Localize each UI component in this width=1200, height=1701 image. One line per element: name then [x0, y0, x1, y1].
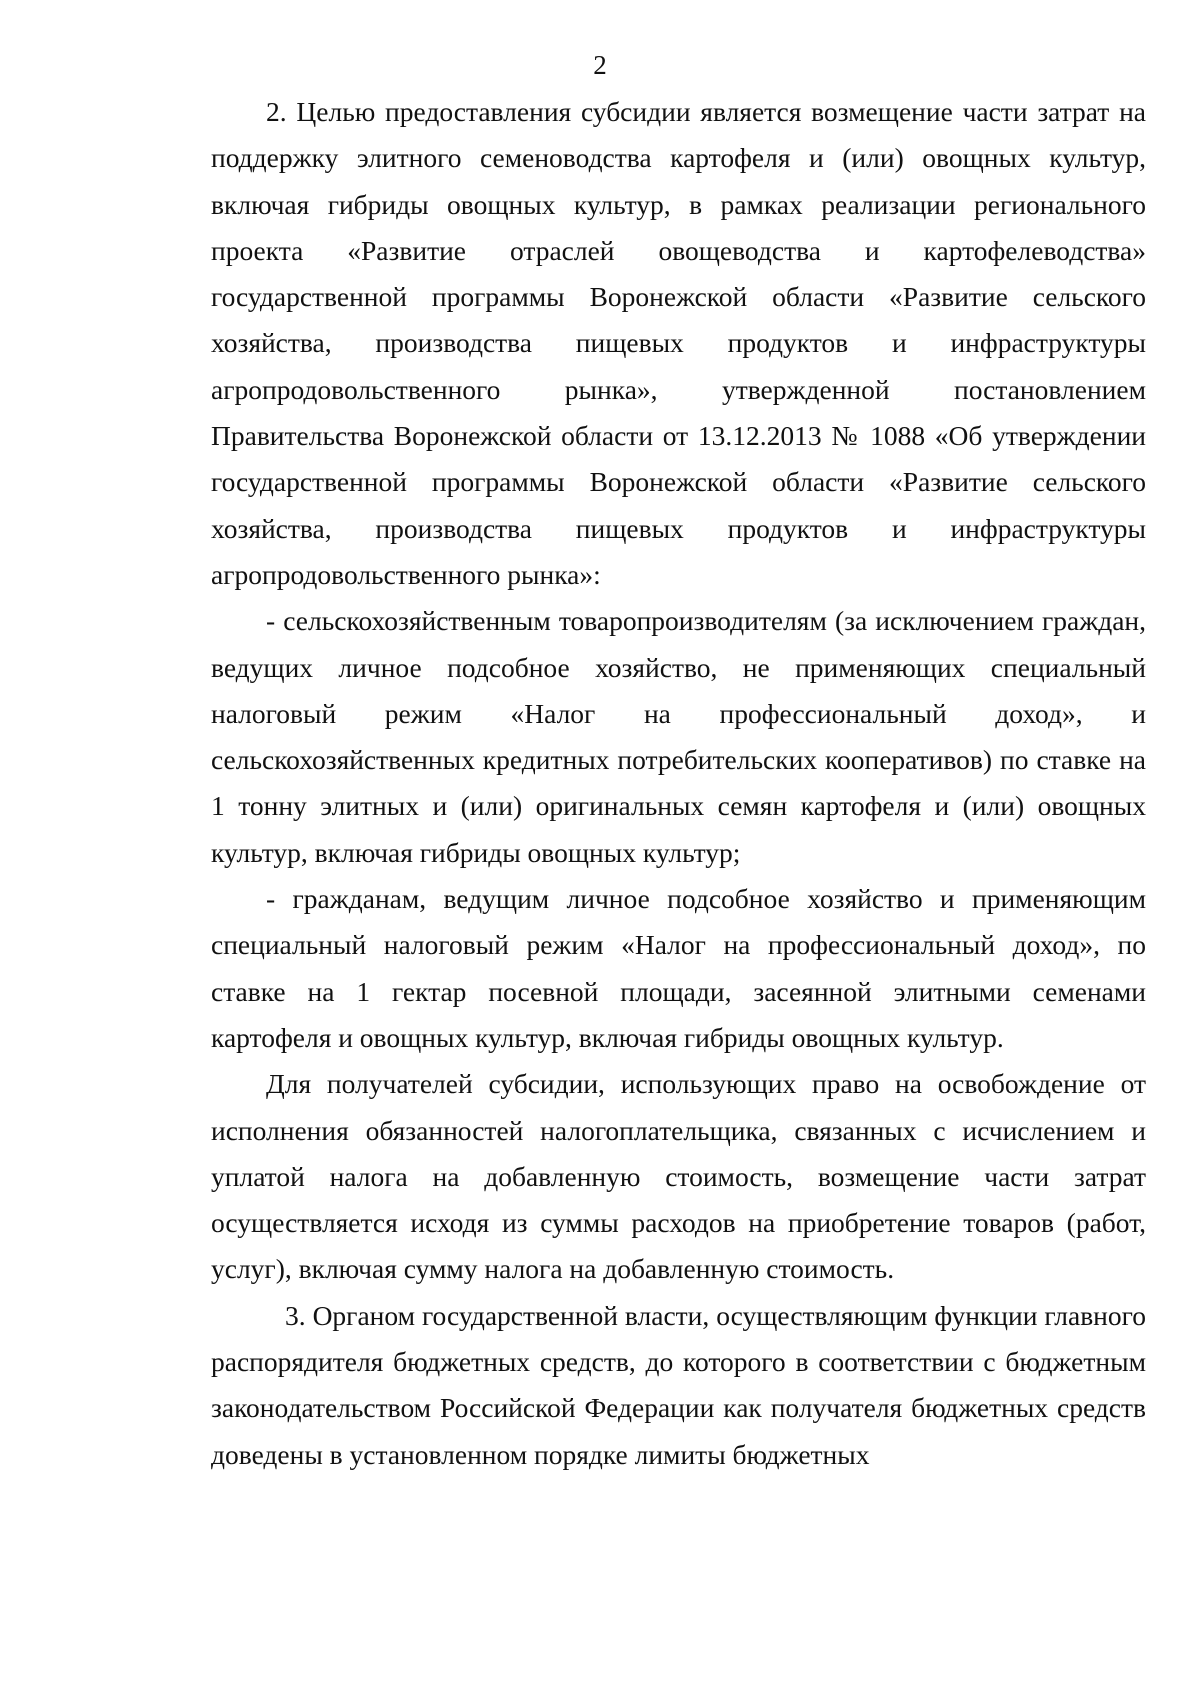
document-body — [211, 89, 1146, 1478]
paragraph-vat-exemption: Для получателей субсидии, использующих право на освобождение от исполнения обязанностей налогоплательщика, связанных с исчислением и уплатой налога на добавленную стоимость, возмещение части затрат осуществляется исходя из суммы расходов на приобретение товаров (работ, услуг), включая сумму налога на добавленную стоимость. — [211, 1068, 1146, 1285]
paragraph-subsidy-purpose: 2. Целью предоставления субсидии является возмещение части затрат на поддержку элитного семеноводства картофеля и (или) овощных культур, включая гибриды овощных культур, в рамках реализации регионального проекта «Развитие отраслей овощеводства и картофелеводства» государственной программы Воронежской области «Развитие сельского хозяйства, производства пищевых продуктов и инфраструктуры агропродовольственного рынка», утвержденной постановлением Правительства Воронежской области от 13.12.2013 № 1088 «Об утверждении государственной программы Воронежской области «Развитие сельского хозяйства, производства пищевых продуктов и инфраструктуры агропродовольственного рынка»: — [211, 96, 1146, 590]
paragraph-citizens-personal-farming: - гражданам, ведущим личное подсобное хозяйство и применяющим специальный налоговый режим «Налог на профессиональный доход», по ставке на 1 гектар посевной площади, засеянной элитными семенами картофеля и овощных культур, включая гибриды овощных культур. — [211, 883, 1146, 1053]
page-number: 2 — [593, 50, 607, 80]
paragraph-agricultural-producers: - сельскохозяйственным товаропроизводителям (за исключением граждан, ведущих личное подсобное хозяйство, не применяющих специальный налоговый режим «Налог на профессиональный доход», и сельскохозяйственных кредитных потребительских кооперативов) по ставке на 1 тонну элитных и (или) оригинальных семян картофеля и (или) овощных культур, включая гибриды овощных культур; — [211, 605, 1146, 868]
paragraph-budget-authority: 3. Органом государственной власти, осуществляющим функции главного распорядителя бюджетных средств, до которого в соответствии с бюджетным законодательством Российской Федерации как получателя бюджетных средств доведены в установленном порядке лимиты бюджетных — [211, 1299, 1146, 1470]
